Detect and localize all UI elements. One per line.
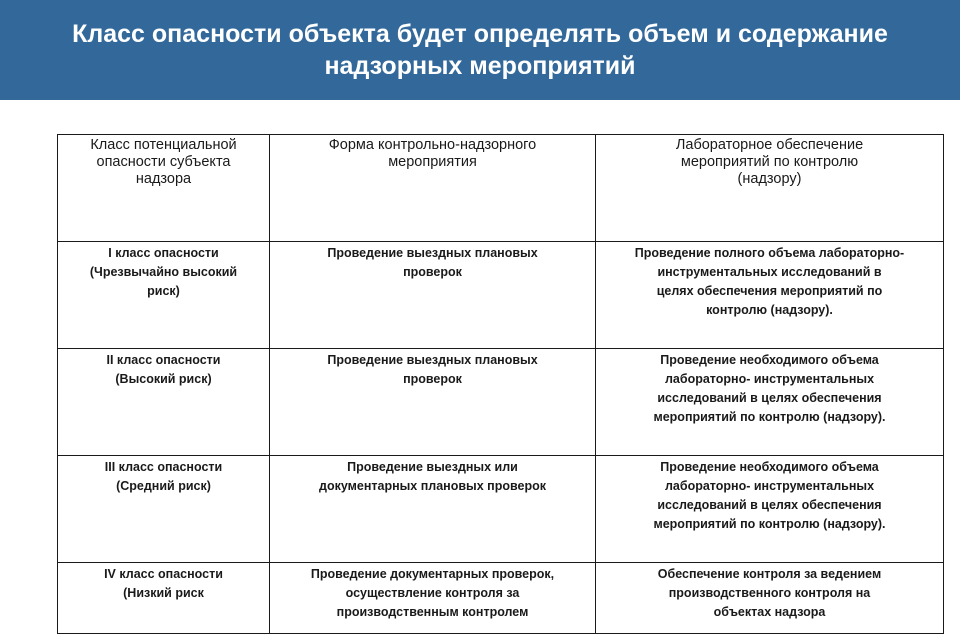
inspection-form-text: Проведение выездных плановых проверок xyxy=(327,246,538,279)
lab-support-text: Проведение необходимого объема лабораторно- инструментальных исследований в целях обеспечения мероприятий по контролю (надзору). xyxy=(653,353,886,424)
cell-inspection-form xyxy=(270,242,596,349)
cell-hazard-class xyxy=(58,242,270,349)
table-header-row xyxy=(58,135,944,242)
inspection-form-text: Проведение выездных плановых проверок xyxy=(327,353,538,386)
cell-lab-support xyxy=(596,242,944,349)
cell-lab-support xyxy=(596,349,944,456)
table-row xyxy=(58,456,944,563)
table-row xyxy=(58,349,944,456)
header-cell-hazard-class xyxy=(58,135,270,242)
cell-inspection-form xyxy=(270,456,596,563)
table-row xyxy=(58,242,944,349)
lab-support-text: Обеспечение контроля за ведением производственного контроля на объектах надзора xyxy=(657,567,882,619)
lab-support-text: Проведение полного объема лабораторно- инструментальных исследований в целях обеспечения мероприятий по контролю (надзору). xyxy=(634,246,905,317)
cell-lab-support xyxy=(596,456,944,563)
cell-hazard-class xyxy=(58,349,270,456)
cell-inspection-form xyxy=(270,349,596,456)
hazard-class-text: IV класс опасности (Низкий риск xyxy=(104,567,223,600)
cell-hazard-class xyxy=(58,563,270,634)
page-title: Класс опасности объекта будет определять объем и содержание надзорных мероприятий xyxy=(72,20,888,80)
table-row xyxy=(58,563,944,634)
header-hazard-class-text: Класс потенциальной опасности субъекта надзора xyxy=(90,137,237,187)
cell-inspection-form xyxy=(270,563,596,634)
hazard-class-table xyxy=(57,134,944,634)
lab-support-text: Проведение необходимого объема лабораторно- инструментальных исследований в целях обеспечения мероприятий по контролю (надзору). xyxy=(653,460,886,531)
cell-lab-support xyxy=(596,563,944,634)
hazard-class-text: I класс опасности (Чрезвычайно высокий риск) xyxy=(89,246,238,298)
header-inspection-form-text: Форма контрольно-надзорного мероприятия xyxy=(328,137,537,170)
header-cell-inspection-form xyxy=(270,135,596,242)
title-bar xyxy=(0,0,960,100)
header-cell-lab-support xyxy=(596,135,944,242)
header-lab-support-text: Лабораторное обеспечение мероприятий по контролю (надзору) xyxy=(675,137,864,187)
inspection-form-text: Проведение документарных проверок, осуществление контроля за производственным контролем xyxy=(310,567,555,619)
hazard-class-text: III класс опасности (Средний риск) xyxy=(104,460,223,493)
hazard-class-text: II класс опасности (Высокий риск) xyxy=(106,353,221,386)
inspection-form-text: Проведение выездных или документарных плановых проверок xyxy=(319,460,546,493)
cell-hazard-class xyxy=(58,456,270,563)
